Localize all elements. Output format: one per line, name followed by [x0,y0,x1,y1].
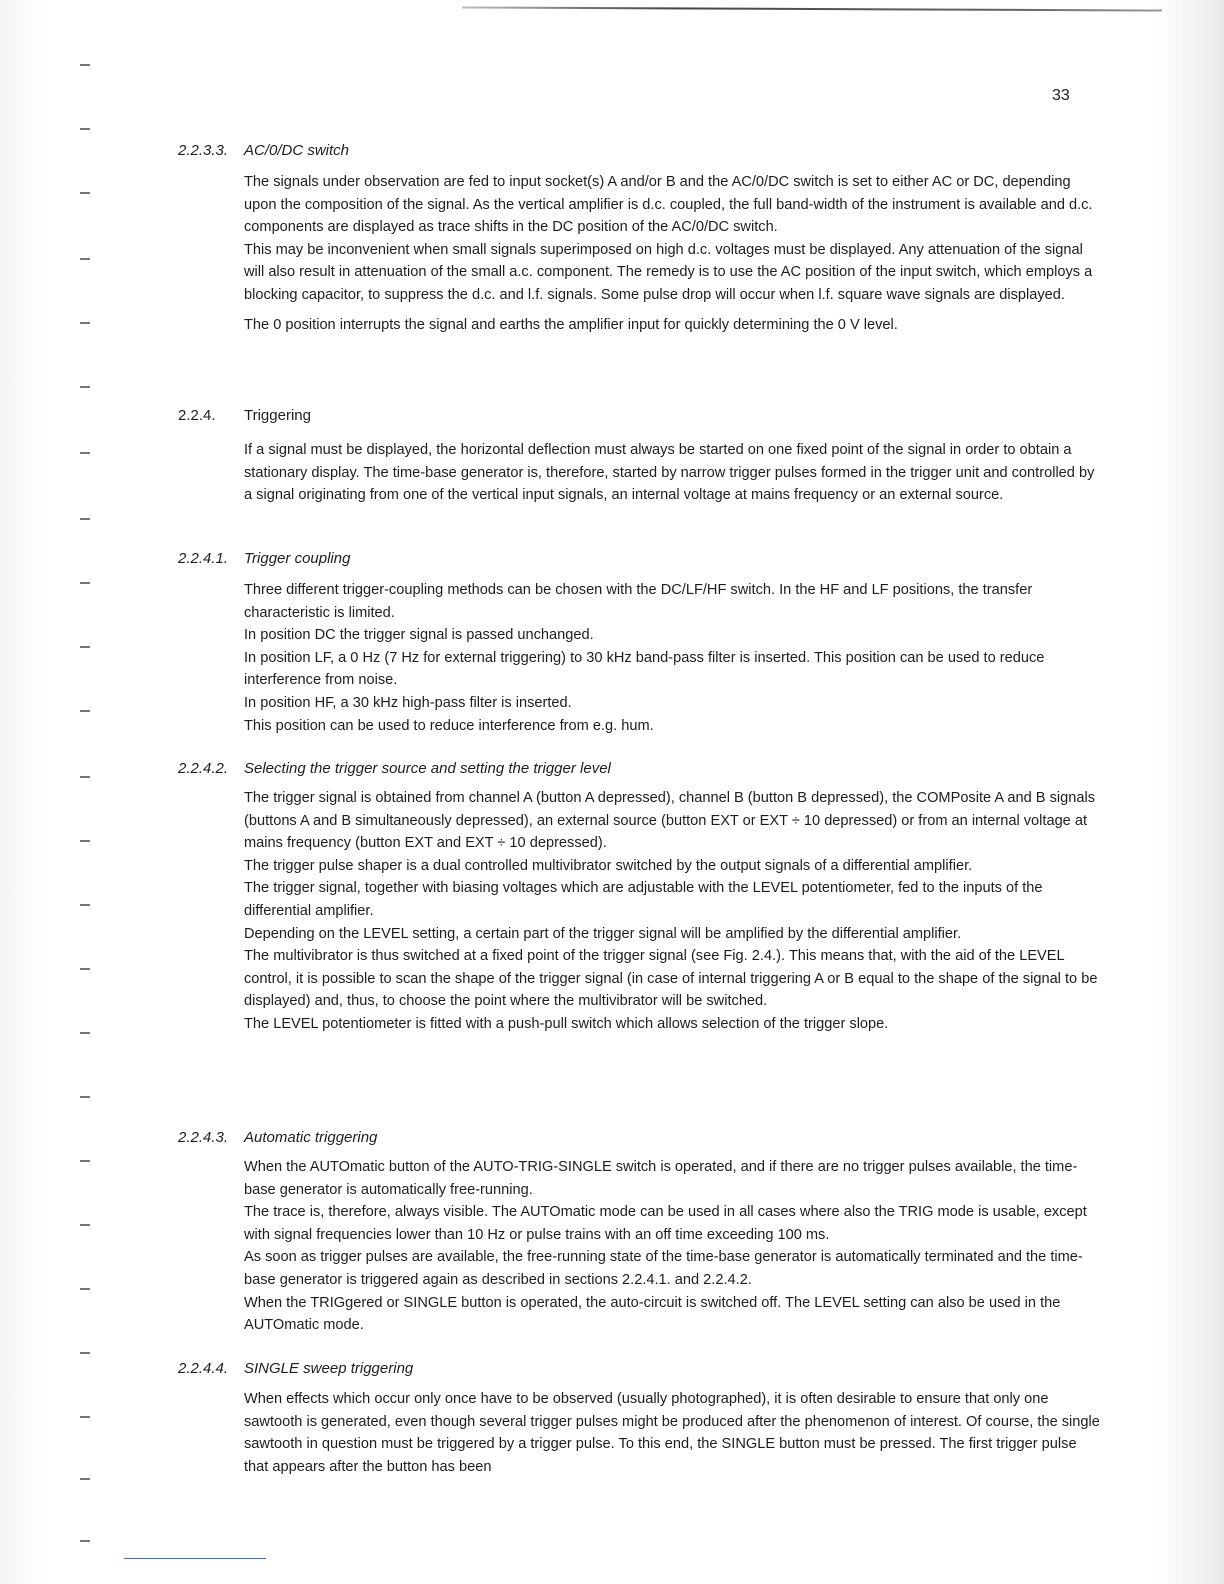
paragraph: The trigger pulse shaper is a dual controlled multivibrator switched by the output signals of a differential amplifier. [244,857,973,874]
paragraph: Depending on the LEVEL setting, a certain part of the trigger signal will be amplified by the differential amplifier. [244,925,962,942]
binder-mark [80,1352,90,1354]
paragraph: The trigger signal is obtained from channel A (button A depressed), channel B (button B depressed), the COMPosite A and B signals (buttons A and B simultaneously depressed), an external source (button EXT or EXT ÷ 10 depressed) or from an internal voltage at mains frequency (button EXT and EXT ÷ 10 depressed). [244,790,1095,852]
paragraph: In position LF, a 0 Hz (7 Hz for external triggering) to 30 kHz band-pass filter is inserted. This position can be used to reduce interference from noise. [244,649,1045,689]
section-heading [178,406,311,426]
section-heading [178,759,611,779]
binder-mark [80,904,90,906]
page-number: 33 [1052,87,1070,104]
section-heading [178,549,350,569]
section-body [244,579,1100,737]
paragraph: When effects which occur only once have to be observed (usually photographed), it is often desirable to ensure that only one sawtooth is generated, even though several trigger pulses might be produced after the phenomenon of interest. Of course, the single sawtooth in question must be triggered by a trigger pulse. To this end, the SINGLE button must be pressed. The first trigger pulse that appears after the button has been [244,1391,1100,1475]
binder-mark [80,710,90,712]
paragraph: As soon as trigger pulses are available, the free-running state of the time-base generator is automatically terminated and the time-base generator is triggered again as described in sections 2.2.4.1. and 2.2.4.2. [244,1249,1083,1288]
section-title: Trigger coupling [244,550,351,567]
binder-mark [80,776,90,778]
section-body [244,171,1100,336]
paragraph: When the TRIGgered or SINGLE button is operated, the auto-circuit is switched off. The LEVEL setting can also be used in the AUTOmatic mode. [244,1294,1061,1334]
section-number: 2.2.3.3. [178,142,229,159]
section-body [244,1388,1100,1478]
binder-mark [80,452,90,454]
section-number: 2.2.4.4. [178,1360,229,1377]
paragraph: This position can be used to reduce interference from e.g. hum. [244,717,654,734]
paragraph: This may be inconvenient when small signals superimposed on high d.c. voltages must be displayed. Any attenuation of the signal will also result in attenuation of the small a.c. component. The remedy is to use the AC position of the input switch, which employs a blocking capacitor, to suppress the d.c. and l.f. signals. Some pulse drop will occur when l.f. square wave signals are displayed. [244,241,1093,303]
binder-mark [80,128,90,130]
section-title: SINGLE sweep triggering [244,1360,414,1377]
binder-mark [80,322,90,324]
binder-mark [80,518,90,520]
binder-mark [80,1416,90,1418]
section-title: Triggering [244,407,311,424]
binder-mark [80,192,90,194]
paragraph: The multivibrator is thus switched at a fixed point of the trigger signal (see Fig. 2.4.). This means that, with the aid of the LEVEL control, it is possible to scan the shape of the trigger signal (in case of internal triggering A or B equal to the shape of the signal to be displayed) and, thus, to choose the point where the multivibrator will be switched. [244,948,1098,1010]
binder-mark [80,646,90,648]
binder-mark [80,258,90,260]
paragraph: Three different trigger-coupling methods can be chosen with the DC/LF/HF switch. In the HF and LF positions, the transfer characteristic is limited. [244,582,1033,621]
section-number: 2.2.4. [178,407,216,424]
paragraph: The 0 position interrupts the signal and earths the amplifier input for quickly determining the 0 V level. [244,316,898,333]
binder-mark [80,1288,90,1290]
paragraph: In position HF, a 30 kHz high-pass filter is inserted. [244,694,572,711]
section-heading [178,1359,413,1379]
page-edge-shadow [1154,0,1224,1584]
section-heading [178,141,349,161]
paragraph: The signals under observation are fed to input socket(s) A and/or B and the AC/0/DC switch is set to either AC or DC, depending upon the composition of the signal. As the vertical amplifier is d.c. coupled, the full band-width of the instrument is available and d.c. components are displayed as trace shifts in the DC position of the AC/0/DC switch. [244,174,1093,236]
binder-mark [80,968,90,970]
section-body [244,439,1100,507]
section-title: Selecting the trigger source and setting the trigger level [244,760,611,777]
paragraph: The trigger signal, together with biasing voltages which are adjustable with the LEVEL potentiometer, fed to the inputs of the differential amplifier. [244,880,1043,919]
section-number: 2.2.4.3. [178,1129,229,1146]
section-title: AC/0/DC switch [244,142,350,159]
section-body [244,1156,1100,1337]
paragraph: In position DC the trigger signal is passed unchanged. [244,627,594,644]
binder-mark [80,1478,90,1480]
paragraph: The trace is, therefore, always visible. The AUTOmatic mode can be used in all cases where also the TRIG mode is usable, except with signal frequencies lower than 10 Hz or pulse trains with an off time exceeding 100 ms. [244,1204,1087,1243]
binder-mark [80,1160,90,1162]
paragraph: If a signal must be displayed, the horizontal deflection must always be started on one fixed point of the signal in order to obtain a stationary display. The time-base generator is, therefore, started by narrow trigger pulses formed in the trigger unit and controlled by a signal originating from one of the vertical input signals, an internal voltage at mains frequency or an external source. [244,442,1095,504]
binder-mark [80,582,90,584]
section-body [244,787,1100,1036]
binder-mark [80,386,90,388]
section-number: 2.2.4.1. [178,550,229,567]
top-scan-rule [462,6,1162,11]
section-number: 2.2.4.2. [178,760,229,777]
binder-mark [80,1096,90,1098]
paragraph: The LEVEL potentiometer is fitted with a push-pull switch which allows selection of the trigger slope. [244,1015,889,1032]
section-title: Automatic triggering [244,1129,378,1146]
binder-mark [80,1540,90,1542]
binder-mark [80,840,90,842]
binder-edge [0,0,46,1584]
binder-mark [80,1224,90,1226]
binder-mark [80,64,90,66]
section-heading [178,1128,377,1148]
binder-mark [80,1032,90,1034]
bottom-rule [124,1558,266,1559]
paragraph: When the AUTOmatic button of the AUTO-TRIG-SINGLE switch is operated, and if there are no trigger pulses available, the time-base generator is automatically free-running. [244,1159,1078,1198]
